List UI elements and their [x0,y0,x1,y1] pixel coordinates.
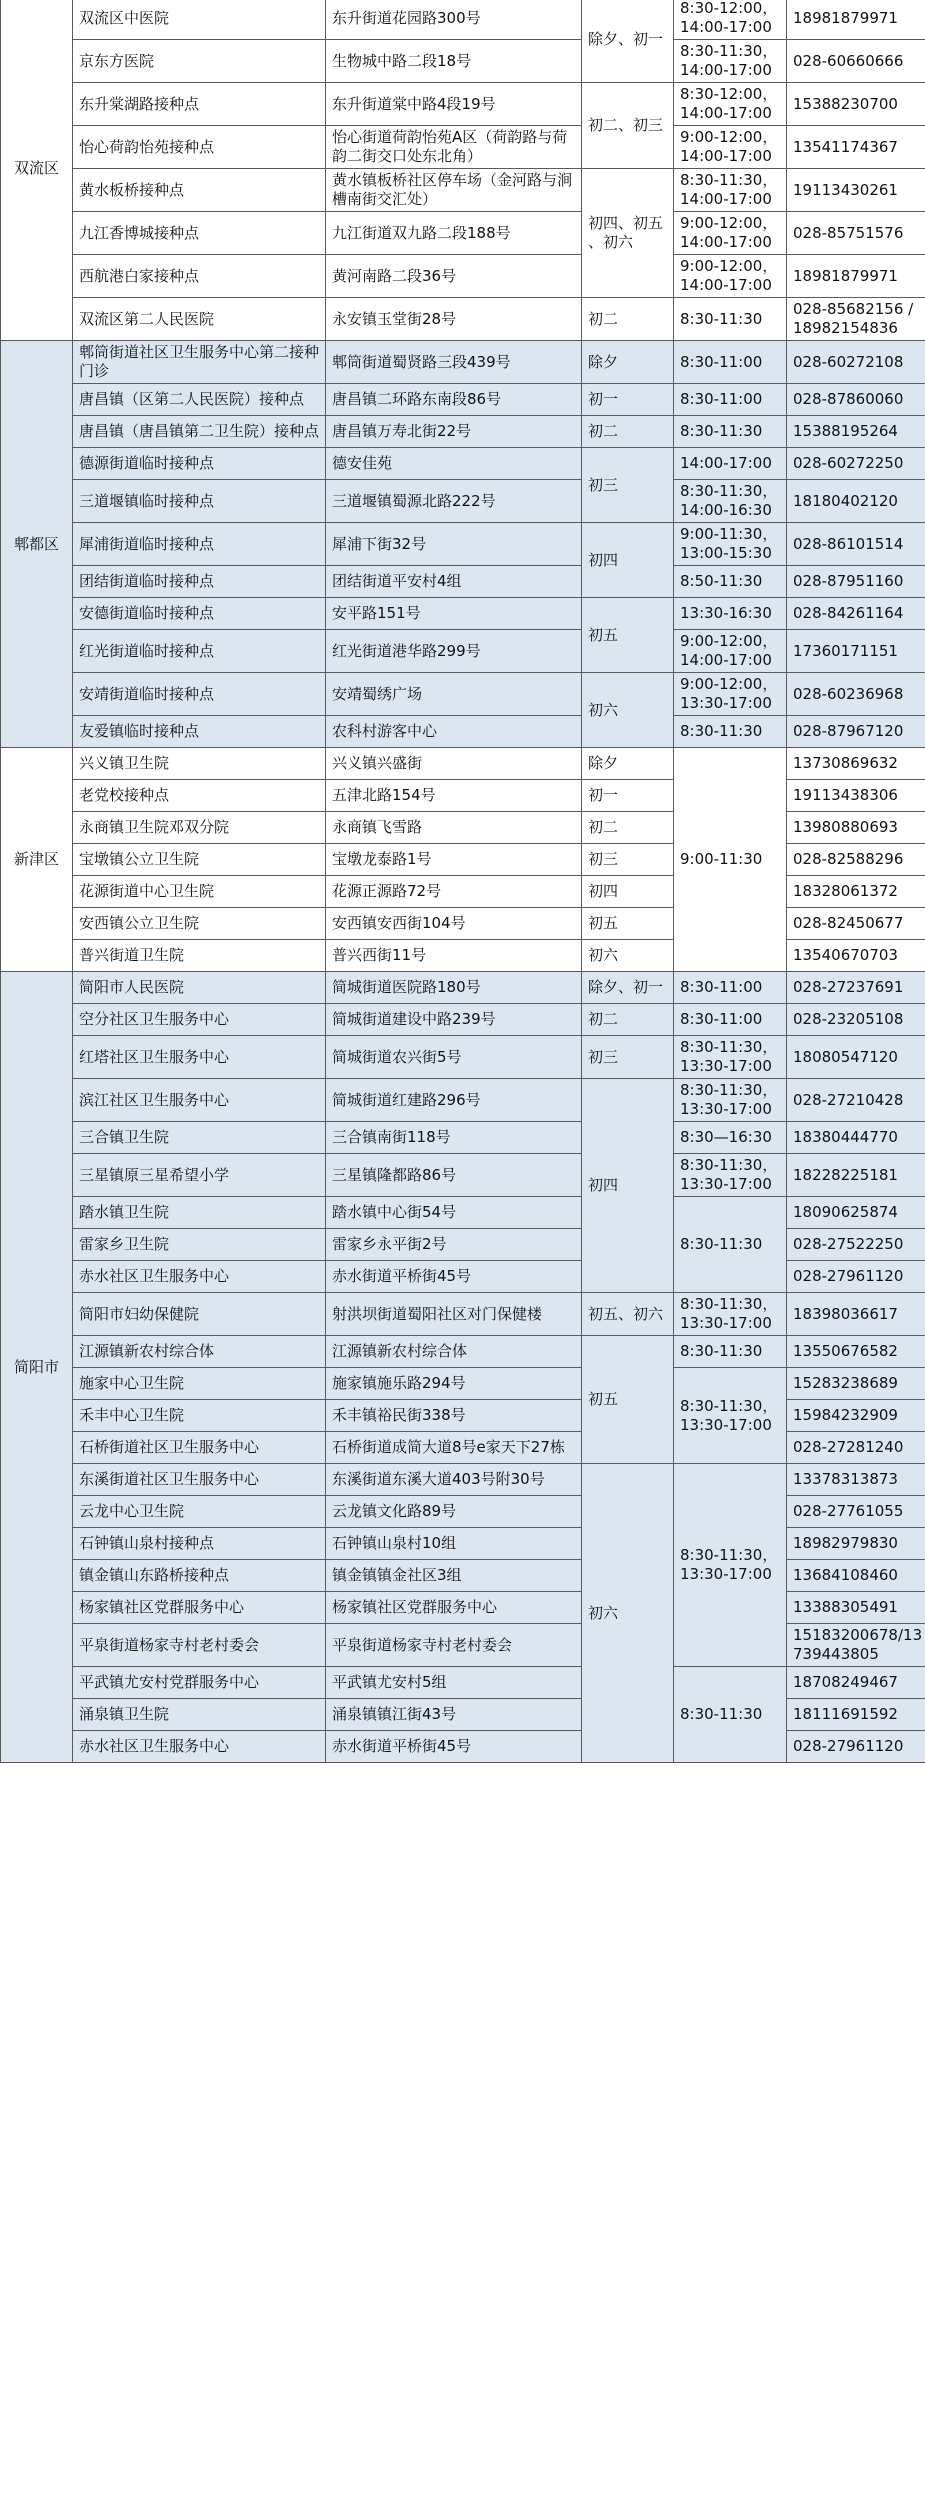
site-address: 唐昌镇万寿北街22号 [326,416,582,448]
open-days: 初一 [582,384,674,416]
open-hours: 8:30-11:00 [674,341,787,384]
open-hours: 8:30-11:00 [674,384,787,416]
open-days: 初四 [582,876,674,908]
site-address: 云龙镇文化路89号 [326,1496,582,1528]
site-address: 杨家镇社区党群服务中心 [326,1592,582,1624]
contact-phone: 18398036617 [787,1293,925,1336]
open-hours: 8:30-12:00， 14:00-17:00 [674,83,787,126]
open-hours: 8:30-11:30， 13:30-17:00 [674,1079,787,1122]
site-address: 东升街道棠中路4段19号 [326,83,582,126]
open-days: 除夕、初一 [582,0,674,83]
contact-phone: 15984232909 [787,1400,925,1432]
contact-phone: 17360171151 [787,630,925,673]
site-name: 唐昌镇（唐昌镇第二卫生院）接种点 [73,416,326,448]
table-row [1,1464,925,1496]
site-address: 江源镇新农村综合体 [326,1336,582,1368]
site-name: 简阳市妇幼保健院 [73,1293,326,1336]
site-name: 东升棠湖路接种点 [73,83,326,126]
site-name: 犀浦街道临时接种点 [73,523,326,566]
table-row [1,598,925,630]
site-address: 简城街道红建路296号 [326,1079,582,1122]
table-row [1,212,925,255]
contact-phone: 028-85682156 / 18982154836 [787,298,925,341]
open-days: 初五 [582,598,674,673]
open-days: 初二、初三 [582,83,674,169]
table-row [1,480,925,523]
contact-phone: 18090625874 [787,1197,925,1229]
contact-phone: 028-87951160 [787,566,925,598]
site-name: 安德街道临时接种点 [73,598,326,630]
table-row [1,1293,925,1336]
open-days: 除夕、初一 [582,972,674,1004]
contact-phone: 028-60272108 [787,341,925,384]
contact-phone: 15388195264 [787,416,925,448]
site-name: 石桥街道社区卫生服务中心 [73,1432,326,1464]
site-name: 三合镇卫生院 [73,1122,326,1154]
table-row [1,1667,925,1699]
open-days: 初四 [582,1079,674,1293]
table-row [1,716,925,748]
site-address: 安平路151号 [326,598,582,630]
site-address: 东溪街道东溪大道403号附30号 [326,1464,582,1496]
table-row [1,1004,925,1036]
contact-phone: 13388305491 [787,1592,925,1624]
site-address: 三合镇南街118号 [326,1122,582,1154]
district-name: 双流区 [1,0,73,341]
contact-phone: 18982979830 [787,1528,925,1560]
table-row [1,1336,925,1368]
site-address: 赤水街道平桥街45号 [326,1731,582,1763]
site-name: 黄水板桥接种点 [73,169,326,212]
site-address: 唐昌镇二环路东南段86号 [326,384,582,416]
site-address: 简城街道建设中路239号 [326,1004,582,1036]
site-address: 兴义镇兴盛街 [326,748,582,780]
table-row [1,972,925,1004]
contact-phone: 18328061372 [787,876,925,908]
open-hours: 8:30-11:30， 13:30-17:00 [674,1293,787,1336]
site-name: 平泉街道杨家寺村老村委会 [73,1624,326,1667]
open-hours: 13:30-16:30 [674,598,787,630]
site-name: 雷家乡卫生院 [73,1229,326,1261]
open-days: 初三 [582,1036,674,1079]
site-name: 永商镇卫生院邓双分院 [73,812,326,844]
site-address: 团结街道平安村4组 [326,566,582,598]
site-address: 红光街道港华路299号 [326,630,582,673]
contact-phone: 13730869632 [787,748,925,780]
site-name: 空分社区卫生服务中心 [73,1004,326,1036]
site-name: 团结街道临时接种点 [73,566,326,598]
table-row [1,1592,925,1624]
table-row [1,341,925,384]
open-days: 初五 [582,908,674,940]
table-row [1,523,925,566]
table-row [1,940,925,972]
contact-phone: 18180402120 [787,480,925,523]
site-address: 雷家乡永平街2号 [326,1229,582,1261]
open-days: 初五、初六 [582,1293,674,1336]
site-name: 普兴街道卫生院 [73,940,326,972]
site-address: 简城街道农兴街5号 [326,1036,582,1079]
contact-phone: 13684108460 [787,1560,925,1592]
table-row [1,908,925,940]
site-name: 九江香博城接种点 [73,212,326,255]
open-hours: 8:30-11:30， 13:30-17:00 [674,1036,787,1079]
contact-phone: 028-27961120 [787,1731,925,1763]
open-hours: 8:30-11:30， 13:30-17:00 [674,1464,787,1667]
open-hours: 8:30-11:00 [674,972,787,1004]
open-days: 初六 [582,940,674,972]
contact-phone: 028-27522250 [787,1229,925,1261]
table-row [1,384,925,416]
table-row [1,748,925,780]
open-hours: 8:30-11:30， 14:00-16:30 [674,480,787,523]
site-address: 赤水街道平桥街45号 [326,1261,582,1293]
site-address: 平泉街道杨家寺村老村委会 [326,1624,582,1667]
open-hours: 9:00-11:30 [674,748,787,972]
table-row [1,1122,925,1154]
open-hours: 8:30-12:00， 14:00-17:00 [674,0,787,40]
table-row [1,1197,925,1229]
open-days: 初二 [582,298,674,341]
site-name: 德源街道临时接种点 [73,448,326,480]
table-row [1,1036,925,1079]
contact-phone: 028-23205108 [787,1004,925,1036]
table-row [1,1229,925,1261]
site-address: 射洪坝街道蜀阳社区对门保健楼 [326,1293,582,1336]
contact-phone: 028-85751576 [787,212,925,255]
open-hours: 8:30-11:30， 13:30-17:00 [674,1368,787,1464]
site-name: 石钟镇山泉村接种点 [73,1528,326,1560]
site-address: 生物城中路二段18号 [326,40,582,83]
site-address: 简城街道医院路180号 [326,972,582,1004]
contact-phone: 028-87967120 [787,716,925,748]
site-address: 石桥街道成简大道8号e家天下27栋 [326,1432,582,1464]
open-days: 初三 [582,844,674,876]
contact-phone: 028-82450677 [787,908,925,940]
open-hours: 8:30-11:30 [674,298,787,341]
table-row [1,780,925,812]
table-row [1,416,925,448]
open-hours: 8:30-11:30 [674,1336,787,1368]
site-name: 红光街道临时接种点 [73,630,326,673]
contact-phone: 15283238689 [787,1368,925,1400]
site-address: 安靖蜀绣广场 [326,673,582,716]
district-name: 简阳市 [1,972,73,1763]
contact-phone: 18380444770 [787,1122,925,1154]
table-row [1,630,925,673]
site-name: 杨家镇社区党群服务中心 [73,1592,326,1624]
open-hours: 9:00-12:00， 14:00-17:00 [674,630,787,673]
open-days: 初六 [582,1464,674,1763]
open-days: 除夕 [582,341,674,384]
site-address: 禾丰镇裕民街338号 [326,1400,582,1432]
site-address: 德安佳苑 [326,448,582,480]
open-hours: 8:30—16:30 [674,1122,787,1154]
open-hours: 8:30-11:30， 13:30-17:00 [674,1154,787,1197]
contact-phone: 13378313873 [787,1464,925,1496]
contact-phone: 028-27210428 [787,1079,925,1122]
open-days: 初二 [582,416,674,448]
site-name: 友爱镇临时接种点 [73,716,326,748]
contact-phone: 028-27761055 [787,1496,925,1528]
site-name: 郫筒街道社区卫生服务中心第二接种门诊 [73,341,326,384]
site-address: 东升街道花园路300号 [326,0,582,40]
table-row [1,844,925,876]
contact-phone: 18080547120 [787,1036,925,1079]
contact-phone: 19113430261 [787,169,925,212]
site-address: 犀浦下街32号 [326,523,582,566]
site-address: 三道堰镇蜀源北路222号 [326,480,582,523]
contact-phone: 028-82588296 [787,844,925,876]
open-days: 初二 [582,1004,674,1036]
contact-phone: 13541174367 [787,126,925,169]
site-name: 江源镇新农村综合体 [73,1336,326,1368]
contact-phone: 18708249467 [787,1667,925,1699]
contact-phone: 028-87860060 [787,384,925,416]
site-address: 镇金镇镇金社区3组 [326,1560,582,1592]
open-hours: 14:00-17:00 [674,448,787,480]
open-hours: 8:30-11:30 [674,716,787,748]
table-row [1,298,925,341]
district-name: 郫都区 [1,341,73,748]
table-row [1,1368,925,1400]
table-row [1,1432,925,1464]
open-days: 初一 [582,780,674,812]
site-name: 花源街道中心卫生院 [73,876,326,908]
table-row [1,126,925,169]
district-name: 新津区 [1,748,73,972]
table-row [1,566,925,598]
contact-phone: 19113438306 [787,780,925,812]
table-row [1,1731,925,1763]
contact-phone: 15388230700 [787,83,925,126]
contact-phone: 028-27237691 [787,972,925,1004]
open-days: 初六 [582,673,674,748]
site-address: 黄水镇板桥社区停车场（金河路与涧槽南街交汇处） [326,169,582,212]
site-address: 永安镇玉堂街28号 [326,298,582,341]
site-name: 怡心荷韵怡苑接种点 [73,126,326,169]
table-row [1,40,925,83]
site-name: 老党校接种点 [73,780,326,812]
open-hours: 8:30-11:30 [674,416,787,448]
site-name: 红塔社区卫生服务中心 [73,1036,326,1079]
site-address: 农科村游客中心 [326,716,582,748]
contact-phone: 028-60272250 [787,448,925,480]
site-address: 踏水镇中心街54号 [326,1197,582,1229]
site-address: 黄河南路二段36号 [326,255,582,298]
site-name: 平武镇尤安村党群服务中心 [73,1667,326,1699]
open-hours: 8:30-11:30 [674,1197,787,1293]
table-row [1,1154,925,1197]
site-name: 简阳市人民医院 [73,972,326,1004]
open-days: 初四、初五 、初六 [582,169,674,298]
table-row [1,812,925,844]
site-address: 石钟镇山泉村10组 [326,1528,582,1560]
table-row [1,83,925,126]
contact-phone: 15183200678/13 739443805 [787,1624,925,1667]
contact-phone: 18111691592 [787,1699,925,1731]
contact-phone: 13980880693 [787,812,925,844]
table-row [1,1624,925,1667]
site-name: 涌泉镇卫生院 [73,1699,326,1731]
site-name: 西航港白家接种点 [73,255,326,298]
open-hours: 9:00-11:30， 13:00-15:30 [674,523,787,566]
open-hours: 8:30-11:30 [674,1667,787,1763]
site-name: 禾丰中心卫生院 [73,1400,326,1432]
site-name: 京东方医院 [73,40,326,83]
site-address: 怡心街道荷韵怡苑A区（荷韵路与荷韵二街交口处东北角） [326,126,582,169]
table-row [1,1400,925,1432]
contact-phone: 18228225181 [787,1154,925,1197]
table-row [1,169,925,212]
site-address: 平武镇尤安村5组 [326,1667,582,1699]
table-row [1,1528,925,1560]
site-address: 郫筒街道蜀贤路三段439号 [326,341,582,384]
site-name: 宝墩镇公立卫生院 [73,844,326,876]
site-address: 五津北路154号 [326,780,582,812]
open-hours: 8:30-11:30， 14:00-17:00 [674,169,787,212]
open-hours: 9:00-12:00， 14:00-17:00 [674,255,787,298]
table-row [1,255,925,298]
contact-phone: 18981879971 [787,0,925,40]
site-name: 兴义镇卫生院 [73,748,326,780]
site-name: 唐昌镇（区第二人民医院）接种点 [73,384,326,416]
site-name: 施家中心卫生院 [73,1368,326,1400]
site-address: 安西镇安西街104号 [326,908,582,940]
site-name: 镇金镇山东路桥接种点 [73,1560,326,1592]
table-row [1,0,925,40]
open-days: 初五 [582,1336,674,1464]
site-address: 普兴西街11号 [326,940,582,972]
contact-phone: 18981879971 [787,255,925,298]
site-address: 永商镇飞雪路 [326,812,582,844]
site-address: 涌泉镇镇江街43号 [326,1699,582,1731]
contact-phone: 028-60236968 [787,673,925,716]
site-name: 三道堰镇临时接种点 [73,480,326,523]
open-hours: 8:50-11:30 [674,566,787,598]
open-days: 除夕 [582,748,674,780]
open-days: 初二 [582,812,674,844]
site-address: 施家镇施乐路294号 [326,1368,582,1400]
table-row [1,1560,925,1592]
site-address: 九江街道双九路二段188号 [326,212,582,255]
site-address: 宝墩龙泰路1号 [326,844,582,876]
site-name: 云龙中心卫生院 [73,1496,326,1528]
contact-phone: 028-86101514 [787,523,925,566]
site-name: 双流区第二人民医院 [73,298,326,341]
open-days: 初四 [582,523,674,598]
site-name: 赤水社区卫生服务中心 [73,1731,326,1763]
site-name: 赤水社区卫生服务中心 [73,1261,326,1293]
table-row [1,876,925,908]
open-hours: 8:30-11:30， 14:00-17:00 [674,40,787,83]
open-hours: 9:00-12:00， 14:00-17:00 [674,212,787,255]
table-row [1,448,925,480]
open-hours: 9:00-12:00， 14:00-17:00 [674,126,787,169]
contact-phone: 13550676582 [787,1336,925,1368]
table-row [1,1496,925,1528]
site-name: 踏水镇卫生院 [73,1197,326,1229]
open-hours: 9:00-12:00， 13:30-17:00 [674,673,787,716]
site-address: 花源正源路72号 [326,876,582,908]
site-name: 双流区中医院 [73,0,326,40]
contact-phone: 13540670703 [787,940,925,972]
site-name: 安西镇公立卫生院 [73,908,326,940]
site-name: 三星镇原三星希望小学 [73,1154,326,1197]
contact-phone: 028-60660666 [787,40,925,83]
site-name: 安靖街道临时接种点 [73,673,326,716]
open-hours: 8:30-11:00 [674,1004,787,1036]
site-name: 滨江社区卫生服务中心 [73,1079,326,1122]
contact-phone: 028-27281240 [787,1432,925,1464]
contact-phone: 028-84261164 [787,598,925,630]
table-row [1,1699,925,1731]
contact-phone: 028-27961120 [787,1261,925,1293]
site-name: 东溪街道社区卫生服务中心 [73,1464,326,1496]
open-days: 初三 [582,448,674,523]
table-row [1,1261,925,1293]
table-row [1,673,925,716]
site-address: 三星镇隆都路86号 [326,1154,582,1197]
table-row [1,1079,925,1122]
